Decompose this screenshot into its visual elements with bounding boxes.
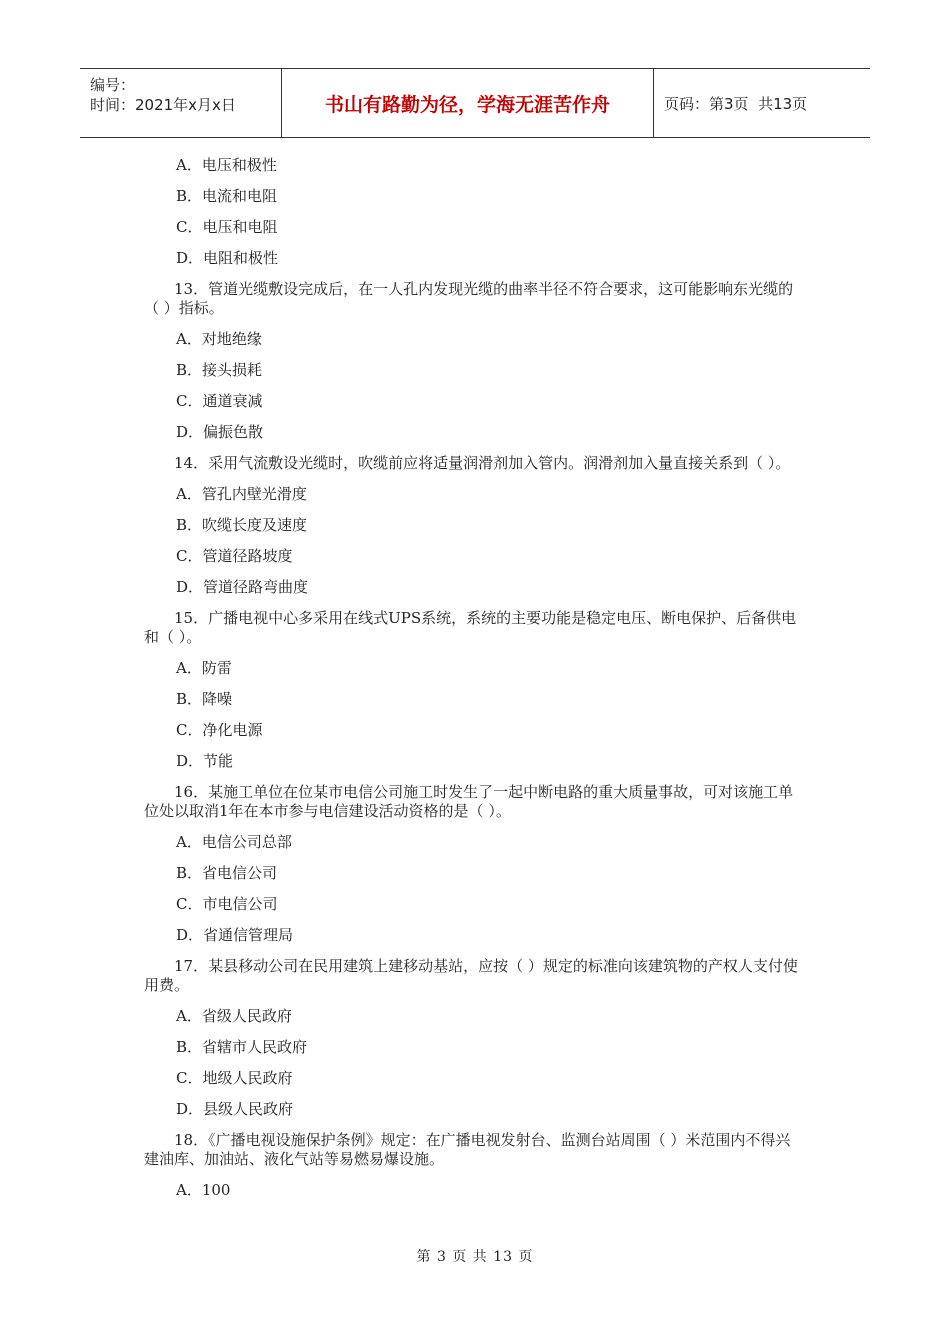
question-text: 13．管道光缆敷设完成后，在一人孔内发现光缆的曲率半径不符合要求，这可能影响东光缆的（ ）指标。 <box>144 280 794 317</box>
answer-option: D．省通信管理局 <box>176 926 294 944</box>
answer-option: A．100 <box>176 1181 231 1199</box>
header-meta <box>80 69 282 137</box>
question-text: 18．《广播电视设施保护条例》规定：在广播电视发射台、监测台站周围（ ）米范围内不得兴建油库、加油站、液化气站等易燃易爆设施。 <box>144 1131 791 1168</box>
header-motto: 书山有路勤为径，学海无涯苦作舟 <box>282 69 654 137</box>
header-page-info <box>654 69 870 137</box>
answer-option: C．市电信公司 <box>176 895 278 913</box>
page-info-text: 页码：第3页 共13页 <box>664 94 808 113</box>
question-list <box>144 150 804 1206</box>
page-footer: 第 3 页 共 13 页 <box>416 1249 534 1265</box>
page-header <box>80 68 870 138</box>
answer-option: B．电流和电阻 <box>176 187 278 205</box>
answer-option: C．通道衰减 <box>176 392 263 410</box>
question-text: 16．某施工单位在位某市电信公司施工时发生了一起中断电路的重大质量事故，可对该施工单位处以取消1年在本市参与电信建设活动资格的是（ ）。 <box>144 783 794 820</box>
answer-option: C．管道径路坡度 <box>176 547 293 565</box>
answer-option: A．防雷 <box>176 659 232 677</box>
answer-option: A．电压和极性 <box>176 156 277 174</box>
answer-option: C．净化电源 <box>176 721 263 739</box>
answer-option: B．省辖市人民政府 <box>176 1038 308 1056</box>
answer-option: A．对地绝缘 <box>176 330 262 348</box>
answer-option: B．吹缆长度及速度 <box>176 516 308 534</box>
answer-option: C．电压和电阻 <box>176 218 278 236</box>
answer-option: D．偏振色散 <box>176 423 264 441</box>
answer-option: B．省电信公司 <box>176 864 278 882</box>
question-text: 14．采用气流敷设光缆时，吹缆前应将适量润滑剂加入管内。润滑剂加入量直接关系到（ ）。 <box>174 454 791 472</box>
answer-option: A．省级人民政府 <box>176 1007 292 1025</box>
answer-option: B．接头损耗 <box>176 361 263 379</box>
question-text: 15．广播电视中心多采用在线式UPS系统，系统的主要功能是稳定电压、断电保护、后备供电和（ ）。 <box>144 609 797 646</box>
answer-option: D．节能 <box>176 752 234 770</box>
answer-option: A．管孔内壁光滑度 <box>176 485 307 503</box>
document-number-label: 编号： <box>90 76 136 94</box>
answer-option: D．县级人民政府 <box>176 1100 294 1118</box>
answer-option: B．降噪 <box>176 690 233 708</box>
answer-option: C．地级人民政府 <box>176 1069 293 1087</box>
question-text: 17．某县移动公司在民用建筑上建移动基站，应按（ ）规定的标准向该建筑物的产权人支付使用费。 <box>144 957 798 994</box>
document-time-label: 时间：2021年x月x日 <box>90 96 236 114</box>
answer-option: D．电阻和极性 <box>176 249 279 267</box>
answer-option: A．电信公司总部 <box>176 833 292 851</box>
answer-option: D．管道径路弯曲度 <box>176 578 309 596</box>
